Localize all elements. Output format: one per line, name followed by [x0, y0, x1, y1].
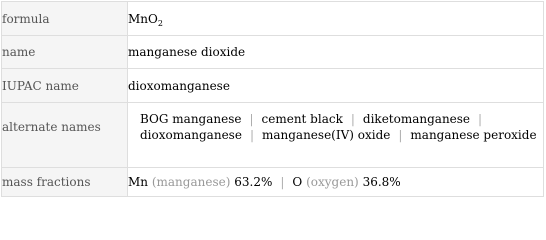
alternate-names-row	[2, 102, 543, 167]
alternate-name: manganese peroxide	[410, 128, 537, 142]
formula-value	[128, 2, 543, 35]
separator: |	[280, 175, 285, 189]
iupac-value: dioxomanganese	[128, 78, 230, 93]
separator: |	[249, 128, 254, 142]
formula-main: MnO	[128, 11, 158, 26]
formula-row	[2, 2, 543, 35]
formula-subscript: 2	[157, 18, 163, 28]
separator: |	[478, 112, 483, 126]
alternate-names-value	[128, 103, 543, 167]
properties-table	[1, 1, 544, 197]
row-label-name: name	[2, 36, 128, 68]
separator: |	[350, 112, 355, 126]
alternate-name: manganese(IV) oxide	[261, 128, 391, 142]
mass-fractions-value	[128, 168, 543, 196]
alternate-name: cement black	[261, 112, 343, 126]
row-label-alternate-names: alternate names	[2, 103, 128, 167]
row-label-formula: formula	[2, 2, 128, 35]
mass-fraction-mn: 63.2%	[234, 175, 273, 189]
element-symbol-mn: Mn	[128, 175, 149, 189]
separator: |	[249, 112, 254, 126]
name-row	[2, 35, 543, 68]
mass-fractions-row	[2, 167, 543, 196]
alternate-names-line-2	[140, 127, 543, 143]
alternate-name: diketomanganese	[362, 112, 471, 126]
iupac-row	[2, 68, 543, 102]
separator: |	[398, 128, 403, 142]
row-label-mass-fractions: mass fractions	[2, 168, 128, 196]
row-label-iupac: IUPAC name	[2, 69, 128, 102]
alternate-names-line-1	[140, 111, 543, 127]
alternate-name: BOG manganese	[140, 112, 242, 126]
mass-fraction-o: 36.8%	[362, 175, 401, 189]
element-symbol-o: O	[292, 175, 303, 189]
element-name-mn: (manganese)	[151, 175, 231, 189]
alternate-name: dioxomanganese	[140, 128, 242, 142]
name-value: manganese dioxide	[128, 45, 246, 59]
element-name-o: (oxygen)	[306, 175, 359, 189]
